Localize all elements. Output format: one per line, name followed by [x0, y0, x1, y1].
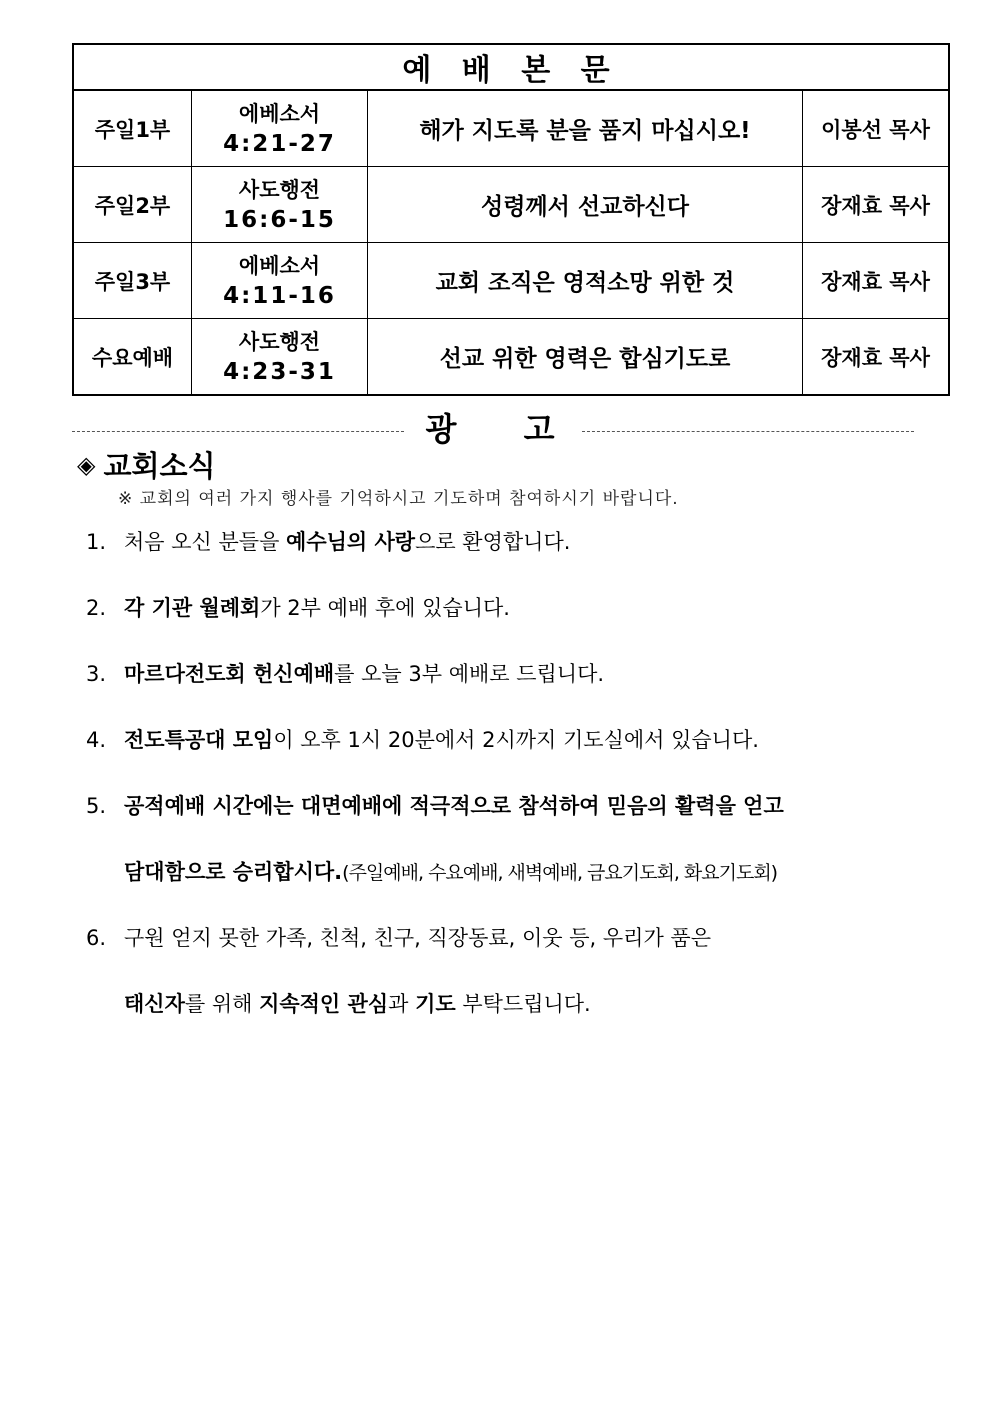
scripture-passage	[192, 319, 368, 396]
item-emphasis: 공적예배 시간에는 대면예배에 적극적으로 참석하여 믿음의 활력을 얻고	[124, 794, 784, 818]
sermon-table-title: 예 배 본 문	[73, 44, 949, 90]
scripture-ref: 16:6-15	[223, 206, 336, 233]
item-text: 가 2부 예배 후에 있습니다.	[260, 596, 510, 620]
service-name: 주일1부	[73, 90, 192, 167]
preacher-name: 장재효 목사	[803, 319, 950, 396]
table-row	[73, 90, 949, 167]
scripture-passage	[192, 90, 368, 167]
list-item-continuation	[86, 984, 946, 1050]
item-emphasis: 마르다전도회 헌신예배	[124, 662, 335, 686]
service-name: 주일2부	[73, 167, 192, 243]
sermon-title: 해가 지도록 분을 품지 마십시오!	[368, 90, 803, 167]
list-item	[86, 918, 946, 984]
scripture-book: 에베소서	[238, 101, 321, 126]
item-text: 으로 환영합니다.	[415, 530, 571, 554]
list-item	[86, 654, 946, 720]
sermon-title: 선교 위한 영력은 합심기도로	[368, 319, 803, 396]
church-news-note: ※ 교회의 여러 가지 행사를 기억하시고 기도하며 참여하시기 바랍니다.	[118, 489, 679, 509]
list-item	[86, 522, 946, 588]
scripture-ref: 4:11-16	[223, 282, 336, 309]
sermon-title: 성령께서 선교하신다	[368, 167, 803, 243]
table-row	[73, 243, 949, 319]
list-item	[86, 588, 946, 654]
scripture-book: 사도행전	[238, 329, 321, 354]
list-item	[86, 720, 946, 786]
scripture-ref: 4:23-31	[223, 358, 336, 385]
item-number: 3.	[86, 662, 107, 686]
item-number: 2.	[86, 596, 107, 620]
service-name: 수요예배	[73, 319, 192, 396]
item-number: 4.	[86, 728, 107, 752]
item-number: 6.	[86, 926, 107, 950]
item-emphasis: 기도	[415, 992, 456, 1016]
sermon-title: 교회 조직은 영적소망 위한 것	[368, 243, 803, 319]
service-name: 주일3부	[73, 243, 192, 319]
scripture-ref: 4:21-27	[223, 130, 336, 157]
announcement-list	[86, 522, 946, 1050]
item-number: 1.	[86, 530, 107, 554]
announcements-title: 광 고	[425, 410, 583, 448]
item-text: 처음 오신 분들을	[124, 530, 287, 554]
preacher-name: 이봉선 목사	[803, 90, 950, 167]
list-item-continuation	[86, 852, 946, 918]
item-text: 이 오후 1시 20분에서 2시까지 기도실에서 있습니다.	[273, 728, 759, 752]
sermon-table	[72, 43, 950, 396]
table-row	[73, 167, 949, 243]
item-text: 를 오늘 3부 예배로 드립니다.	[334, 662, 605, 686]
preacher-name: 장재효 목사	[803, 243, 950, 319]
scripture-passage	[192, 167, 368, 243]
preacher-name: 장재효 목사	[803, 167, 950, 243]
item-emphasis: 지속적인 관심	[259, 992, 389, 1016]
item-text: 부탁드립니다.	[455, 992, 591, 1016]
item-emphasis: 각 기관 월례회	[124, 596, 261, 620]
dashed-divider-right	[582, 431, 914, 432]
item-text: 를 위해	[184, 992, 260, 1016]
item-emphasis: 태신자	[124, 992, 185, 1016]
church-news-title: 교회소식	[103, 449, 216, 483]
item-emphasis: 전도특공대 모임	[124, 728, 274, 752]
item-number: 5.	[86, 794, 107, 818]
church-news-heading	[77, 444, 216, 485]
item-emphasis: 예수님의 사랑	[286, 530, 416, 554]
item-text: 구원 얻지 못한 가족, 친척, 친구, 직장동료, 이웃 등, 우리가 품은	[124, 926, 711, 950]
table-row	[73, 319, 949, 396]
item-text: 과	[388, 992, 416, 1016]
dashed-divider-left	[72, 431, 404, 432]
item-emphasis: 담대함으로 승리합시다.	[124, 860, 343, 884]
scripture-book: 사도행전	[238, 177, 321, 202]
scripture-book: 에베소서	[238, 253, 321, 278]
item-text: (주일예배, 수요예배, 새벽예배, 금요기도회, 화요기도회)	[342, 862, 778, 884]
diamond-icon: ◈	[77, 450, 96, 479]
scripture-passage	[192, 243, 368, 319]
list-item	[86, 786, 946, 852]
